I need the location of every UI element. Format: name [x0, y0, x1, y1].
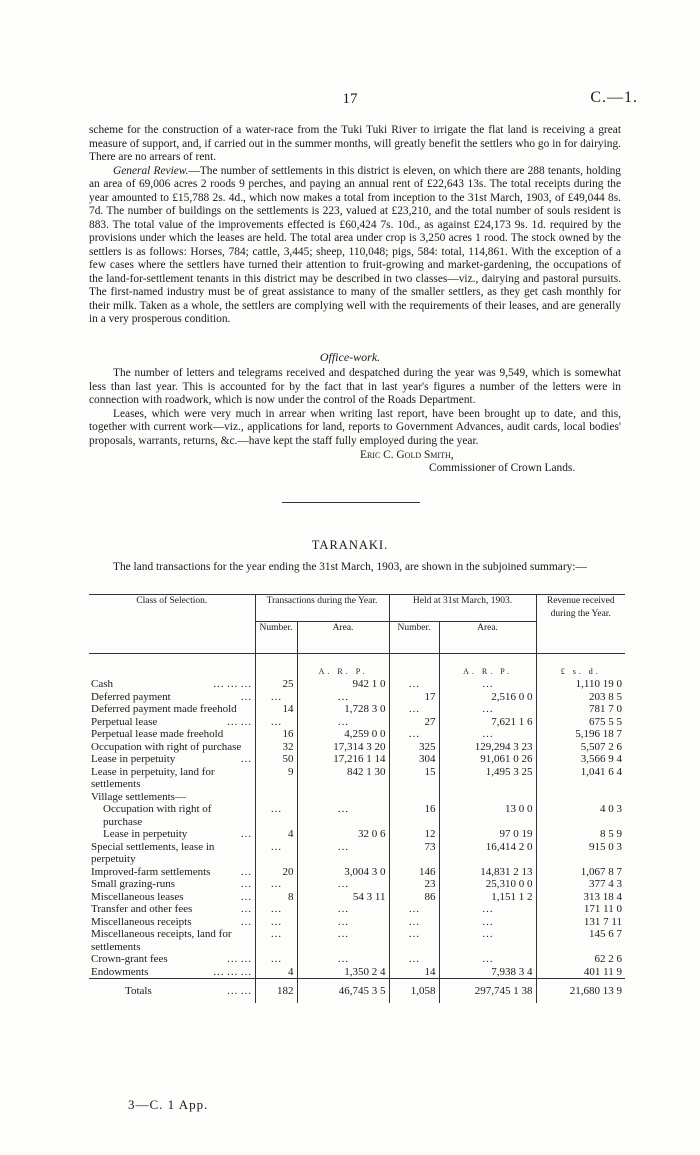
cell-transactions-number: …: [255, 928, 297, 953]
table-row: [89, 703, 625, 716]
row-label: Lease in perpetuity: [103, 828, 188, 840]
cell-transactions-number: 9: [255, 766, 297, 791]
cell-held-number: …: [389, 678, 439, 691]
cell-held-number: …: [389, 916, 439, 929]
table-row: [89, 916, 625, 929]
cell-transactions-area: 1,728 3 0: [297, 703, 389, 716]
cell-revenue: 781 7 0: [536, 703, 625, 716]
land-transactions-table: [89, 594, 625, 1003]
totals-revenue: 21,680 13 9: [536, 979, 625, 1004]
taranaki-heading: TARANAKI.: [311, 538, 389, 552]
cell-transactions-number: …: [255, 953, 297, 966]
taranaki-intro-text: The land transactions for the year ending the 31st March, 1903, are shown in the subjoined summary:—: [113, 561, 587, 573]
cell-transactions-area: …: [297, 716, 389, 729]
cell-held-area: 16,414 2 0: [439, 841, 536, 866]
row-label: Occupation with right of purchase: [91, 740, 242, 753]
header-held-number: Number.: [389, 621, 439, 653]
cell-transactions-area: …: [297, 953, 389, 966]
cell-transactions-number: 25: [255, 678, 297, 691]
page-number: 17: [342, 91, 358, 107]
cell-revenue: 1,067 8 7: [536, 866, 625, 879]
table-row: [89, 678, 625, 691]
general-review-text: —The number of settlements in this district is eleven, on which there are 288 tenants, holding an area of 69,006 acres 2 roods 9 perches, and paying an annual rent of £22,643 13s. The total receipts during the year amounted to £15,788 2s. 4d., which now makes a total from inception to the 31st March, 1903, of £49,044 8s. 7d. The number of buildings on the settlements is 223, valued at £23,210, and the total number of souls resident is 883. The total value of the improvements effected is £60,424 7s. 10d., as against £24,173 9s. 1d. required by the provisions under which the leases are held. The total area under crop is 3,250 acres 1 rood. The stock owned by the settlers is as follows: Horses, 784; cattle, 3,445; sheep, 110,048; pigs, 584: total, 114,861. With the exception of a few cases where the settlers have turned their attention to fruit-growing and market-gardening, the occupations of the land-for-settlement tenants in this district may be described in two classes—viz., dairying and pastoral pursuits. The first-named industry must be of great assistance to many of the smaller settlers, as they get cash monthly for their milk. Taken as a whole, the settlers are complying well with the requirements of their leases, and are generally in a very prosperous condition.: [89, 164, 622, 325]
signature-name: Eric C. Gold Smith,: [360, 449, 454, 461]
cell-transactions-area: 17,216 1 14: [297, 753, 389, 766]
office-work-paragraph-1: The number of letters and telegrams received and despatched during the year was 9,549, which is somewhat less than last year. This is accounted for by the fact that in last year's figures a number of the letters were in connection with roadwork, which is now under the control of the Roads Department.: [89, 367, 621, 406]
totals-transactions-area: 46,745 3 5: [297, 979, 389, 1004]
header-transactions-number: Number.: [255, 621, 297, 653]
header-class-of-selection: Class of Selection.: [136, 596, 208, 606]
footer-reference: 3—C. 1 App.: [128, 1097, 209, 1112]
cell-held-number: 86: [389, 891, 439, 904]
cell-transactions-number: …: [255, 916, 297, 929]
header-transactions-area: Area.: [297, 621, 389, 653]
cell-held-number: 27: [389, 716, 439, 729]
cell-held-number: 325: [389, 741, 439, 754]
cell-transactions-number: 8: [255, 891, 297, 904]
office-work-paragraph-2: Leases, which were very much in arrear when writing last report, have been brought up to date, and this, together with current work—viz., applications for land, reports to Government Advances, audit cards, local bodies' proposals, warrants, returns, &c.—have kept the staff fully employed during the year.: [89, 407, 621, 447]
cell-held-area: …: [439, 728, 536, 741]
table-row: [89, 903, 625, 916]
cell-transactions-area: …: [297, 803, 389, 828]
row-leader-dots: …: [240, 865, 252, 878]
taranaki-intro: [89, 561, 621, 575]
cell-held-area: …: [439, 703, 536, 716]
cell-transactions-number: [255, 791, 297, 804]
totals-row: [89, 979, 625, 1004]
row-leader-dots: …: [240, 890, 252, 903]
table-row: [89, 828, 625, 841]
row-leader-dots: …: [240, 903, 252, 915]
cell-transactions-number: 14: [255, 703, 297, 716]
row-leader-dots: … … …: [213, 965, 252, 978]
cell-revenue: 145 6 7: [536, 928, 625, 953]
cell-transactions-number: …: [255, 716, 297, 729]
cell-transactions-area: …: [297, 878, 389, 891]
row-label: Occupation with right of purchase: [103, 803, 212, 828]
cell-revenue: 5,507 2 6: [536, 741, 625, 754]
table-row: [89, 791, 625, 804]
row-leader-dots: …: [240, 878, 252, 890]
cell-held-area: 2,516 0 0: [439, 691, 536, 704]
cell-held-number: 14: [389, 966, 439, 979]
cell-held-number: 146: [389, 866, 439, 879]
cell-held-area: [439, 791, 536, 804]
header-transactions: Transactions during the Year.: [255, 595, 389, 622]
cell-held-number: …: [389, 928, 439, 953]
cell-transactions-number: …: [255, 903, 297, 916]
table-row: [89, 728, 625, 741]
cell-transactions-number: …: [255, 803, 297, 828]
cell-held-number: [389, 791, 439, 804]
row-label: Miscellaneous receipts: [91, 915, 192, 928]
cell-transactions-area: …: [297, 916, 389, 929]
intro-section: [89, 124, 621, 327]
cell-held-area: 7,938 3 4: [439, 966, 536, 979]
cell-revenue: 171 11 0: [536, 903, 625, 916]
cell-transactions-area: 32 0 6: [297, 828, 389, 841]
row-label: Improved-farm settlements: [91, 865, 211, 878]
cell-transactions-area: …: [297, 903, 389, 916]
cell-transactions-area: 842 1 30: [297, 766, 389, 791]
cell-held-area: 97 0 19: [439, 828, 536, 841]
cell-held-area: …: [439, 928, 536, 953]
row-label: Miscellaneous leases: [91, 890, 184, 903]
cell-revenue: 401 11 9: [536, 966, 625, 979]
totals-dots: … …: [226, 984, 252, 997]
cell-held-area: 91,061 0 26: [439, 753, 536, 766]
cell-held-area: 13 0 0: [439, 803, 536, 828]
cell-held-area: 1,495 3 25: [439, 766, 536, 791]
row-leader-dots: …: [240, 915, 252, 928]
table-row: [89, 841, 625, 866]
cell-transactions-number: …: [255, 878, 297, 891]
table-row: [89, 953, 625, 966]
unit-area-held: A. R. P.: [439, 654, 536, 679]
header-revenue: Revenue received during the Year.: [536, 595, 625, 654]
table-row: [89, 928, 625, 953]
cell-transactions-number: 4: [255, 828, 297, 841]
cell-held-number: …: [389, 703, 439, 716]
row-label: Lease in perpetuity: [91, 753, 176, 765]
row-label: Crown-grant fees: [91, 953, 168, 965]
office-work-heading: Office-work.: [319, 350, 381, 364]
cell-transactions-number: 32: [255, 741, 297, 754]
row-label: Miscellaneous receipts, land for settlements: [91, 928, 232, 953]
cell-held-area: …: [439, 916, 536, 929]
table-row: [89, 691, 625, 704]
row-label: Perpetual lease made freehold: [91, 728, 224, 740]
table-row: [89, 741, 625, 754]
row-leader-dots: …: [240, 690, 252, 703]
cell-revenue: 4 0 3: [536, 803, 625, 828]
cell-transactions-number: 4: [255, 966, 297, 979]
header-held: Held at 31st March, 1903.: [389, 595, 536, 622]
cell-held-number: …: [389, 953, 439, 966]
cell-transactions-area: 1,350 2 4: [297, 966, 389, 979]
cell-transactions-number: 50: [255, 753, 297, 766]
cell-held-number: 16: [389, 803, 439, 828]
cell-held-area: 7,621 1 6: [439, 716, 536, 729]
general-review-paragraph: [89, 165, 621, 327]
table-row: [89, 716, 625, 729]
cell-held-area: 129,294 3 23: [439, 741, 536, 754]
cell-held-number: 12: [389, 828, 439, 841]
intro-paragraph: scheme for the construction of a water-race from the Tuki Tuki River to irrigate the flat land is receiving a great measure of support, and, if carried out in the summer months, will greatly benefit the settlers who go in for dairying. There are no arrears of rent.: [89, 124, 621, 163]
table-row: [89, 891, 625, 904]
table-row: [89, 766, 625, 791]
row-leader-dots: …: [240, 828, 252, 840]
cell-transactions-number: …: [255, 691, 297, 704]
cell-transactions-area: 17,314 3 20: [297, 741, 389, 754]
row-label: Deferred payment: [91, 690, 171, 703]
cell-revenue: 8 5 9: [536, 828, 625, 841]
document-code: C.—1.: [590, 89, 638, 106]
row-label: Special settlements, lease in perpetuity: [91, 840, 215, 865]
totals-held-area: 297,745 1 38: [439, 979, 536, 1004]
cell-transactions-number: 16: [255, 728, 297, 741]
cell-held-number: …: [389, 728, 439, 741]
row-label: Cash: [91, 678, 113, 690]
row-leader-dots: … … …: [213, 678, 252, 690]
row-leader-dots: … …: [226, 953, 252, 965]
signature-title: Commissioner of Crown Lands.: [429, 462, 576, 474]
cell-held-area: …: [439, 953, 536, 966]
cell-held-number: 17: [389, 691, 439, 704]
totals-transactions-number: 182: [255, 979, 297, 1004]
row-label: Transfer and other fees: [91, 903, 193, 915]
cell-transactions-area: …: [297, 928, 389, 953]
table-row: [89, 966, 625, 979]
row-label: Perpetual lease: [91, 715, 158, 728]
row-label: Endowments: [91, 965, 149, 978]
cell-revenue: 313 18 4: [536, 891, 625, 904]
unit-area-transactions: A. R. P.: [297, 654, 389, 679]
cell-held-number: 15: [389, 766, 439, 791]
cell-revenue: 1,110 19 0: [536, 678, 625, 691]
cell-held-area: 25,310 0 0: [439, 878, 536, 891]
cell-revenue: 5,196 18 7: [536, 728, 625, 741]
cell-held-area: 1,151 1 2: [439, 891, 536, 904]
cell-held-number: 304: [389, 753, 439, 766]
cell-transactions-area: 3,004 3 0: [297, 866, 389, 879]
cell-transactions-number: …: [255, 841, 297, 866]
table-row: [89, 753, 625, 766]
header-held-area: Area.: [439, 621, 536, 653]
section-divider: [282, 502, 420, 503]
table-row: [89, 878, 625, 891]
cell-held-area: …: [439, 903, 536, 916]
cell-revenue: 377 4 3: [536, 878, 625, 891]
cell-transactions-area: …: [297, 841, 389, 866]
cell-revenue: 1,041 6 4: [536, 766, 625, 791]
cell-transactions-area: [297, 791, 389, 804]
row-label: Village settlements—: [91, 790, 186, 803]
cell-revenue: 203 8 5: [536, 691, 625, 704]
cell-held-area: 14,831 2 13: [439, 866, 536, 879]
cell-revenue: [536, 791, 625, 804]
row-leader-dots: … …: [226, 715, 252, 728]
totals-held-number: 1,058: [389, 979, 439, 1004]
cell-transactions-area: 942 1 0: [297, 678, 389, 691]
general-review-label: General Review.: [113, 164, 189, 177]
cell-revenue: 675 5 5: [536, 716, 625, 729]
cell-revenue: 3,566 9 4: [536, 753, 625, 766]
table-row: [89, 866, 625, 879]
row-leader-dots: …: [240, 753, 252, 765]
unit-money: £ s. d.: [536, 654, 625, 679]
row-label: Small grazing-runs: [91, 878, 176, 890]
cell-transactions-number: 20: [255, 866, 297, 879]
office-work-section: [89, 367, 621, 448]
cell-revenue: 131 7 11: [536, 916, 625, 929]
cell-revenue: 62 2 6: [536, 953, 625, 966]
cell-transactions-area: 4,259 0 0: [297, 728, 389, 741]
row-label: Deferred payment made freehold: [91, 703, 237, 715]
cell-transactions-area: …: [297, 691, 389, 704]
cell-held-number: …: [389, 903, 439, 916]
cell-held-number: 73: [389, 841, 439, 866]
cell-revenue: 915 0 3: [536, 841, 625, 866]
cell-held-number: 23: [389, 878, 439, 891]
table-row: [89, 803, 625, 828]
cell-held-area: …: [439, 678, 536, 691]
row-label: Lease in perpetuity, land for settlements: [91, 765, 215, 790]
totals-label: Totals: [125, 984, 152, 997]
cell-transactions-area: 54 3 11: [297, 891, 389, 904]
